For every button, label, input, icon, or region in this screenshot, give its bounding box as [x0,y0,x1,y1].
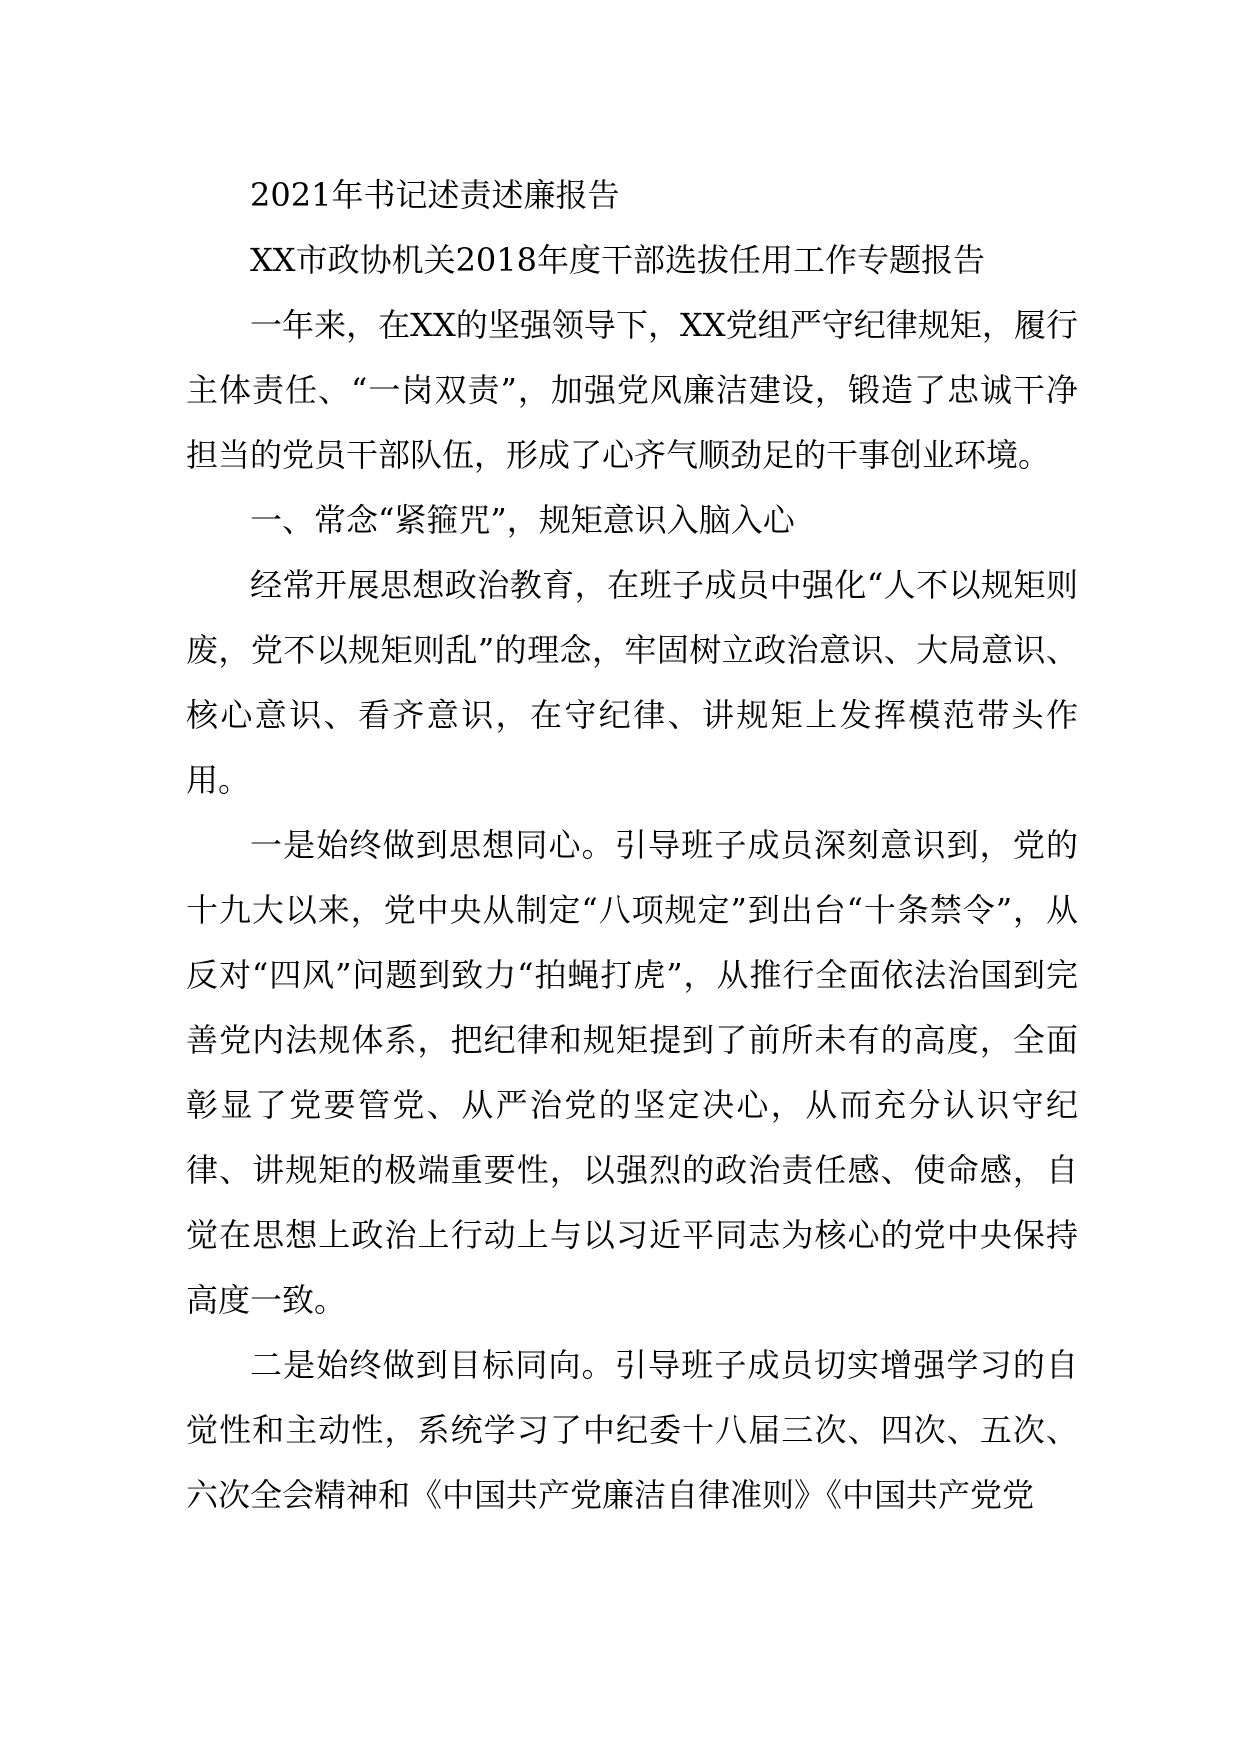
document-body [186,163,1078,1528]
point-2-paragraph: 二是始终做到目标同向。引导班子成员切实增强学习的自觉性和主动性，系统学习了中纪委十八届三次、四次、五次、六次全会精神和《中国共产党廉洁自律准则》《中国共产党党 [186,1346,1078,1514]
report-title: 2021年书记述责述廉报告 [250,176,620,214]
intro-paragraph: 一年来，在XX的坚强领导下，XX党组严守纪律规矩，履行主体责任、“一岗双责”，加强党风廉洁建设，锻造了忠诚干净担当的党员干部队伍，形成了心齐气顺劲足的干事创业环境。 [186,306,1078,474]
report-subtitle: XX市政协机关2018年度干部选拔任用工作专题报告 [250,241,986,279]
section-1-paragraph: 经常开展思想政治教育，在班子成员中强化“人不以规矩则废，党不以规矩则乱”的理念，牢固树立政治意识、大局意识、核心意识、看齐意识，在守纪律、讲规矩上发挥模范带头作用。 [186,566,1078,799]
section-heading-1: 一、常念“紧箍咒”，规矩意识入脑入心 [250,501,795,539]
point-1-paragraph: 一是始终做到思想同心。引导班子成员深刻意识到，党的十九大以来，党中央从制定“八项规定”到出台“十条禁令”，从反对“四风”问题到致力“拍蝇打虎”，从推行全面依法治国到完善党内法规体系，把纪律和规矩提到了前所未有的高度，全面彰显了党要管党、从严治党的坚定决心，从而充分认识守纪律、讲规矩的极端重要性，以强烈的政治责任感、使命感，自觉在思想上政治上行动上与以习近平同志为核心的党中央保持高度一致。 [186,826,1078,1319]
